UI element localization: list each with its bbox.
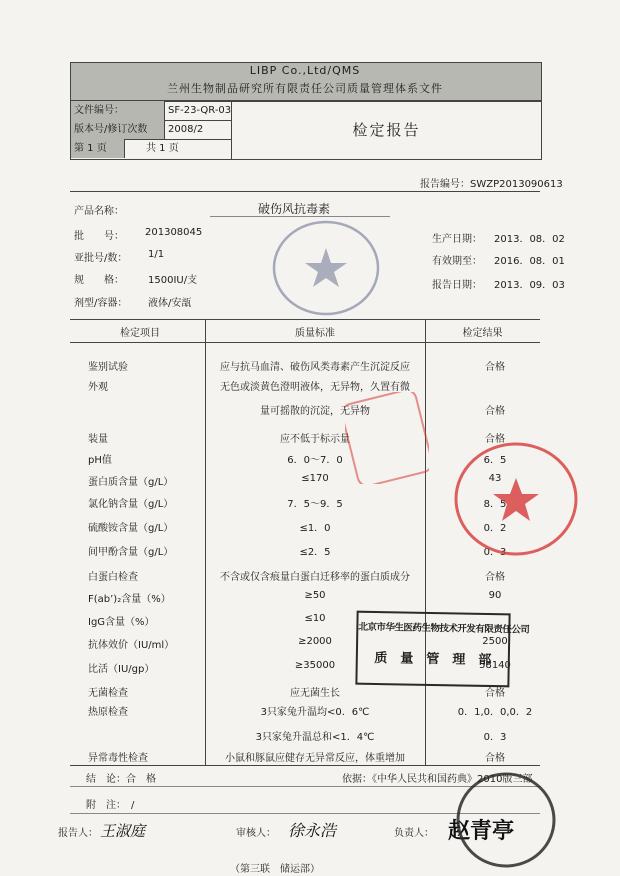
row-standard: 7．5～9．5 bbox=[287, 499, 343, 510]
col-divider-2 bbox=[425, 319, 426, 765]
header-company-name: 兰州生物制品研究所有限责任公司质量管理体系文件 bbox=[167, 82, 443, 95]
row-item: 比活（IU/gp） bbox=[88, 664, 155, 675]
report-title: 检定报告 bbox=[352, 121, 421, 139]
row-standard: ≥35000 bbox=[294, 660, 336, 671]
row-result: 90 bbox=[488, 590, 502, 601]
page-label: 第 1 页 bbox=[71, 139, 125, 158]
conclusion-basis: 依据：《中华人民共和国药典》2010版三部 bbox=[342, 774, 533, 785]
doc-no-value: SF-23-QR-03 bbox=[168, 105, 232, 116]
row-result: 0．2 bbox=[483, 523, 507, 534]
row-result: 58140 bbox=[479, 660, 511, 671]
row-item: 蛋白质含量（g/L） bbox=[88, 477, 174, 488]
report-number: 报告编号：SWZP2013090613 bbox=[420, 179, 563, 190]
exp-date-label: 有效期至： bbox=[432, 256, 482, 267]
version-value: 2008/2 bbox=[168, 124, 204, 135]
reporter-label: 报告人： bbox=[58, 828, 98, 839]
copy-footer: （第三联 储运部） bbox=[230, 864, 320, 875]
row-result: 合格 bbox=[485, 572, 505, 583]
row-item: 抗体效价（IU/ml） bbox=[88, 640, 175, 651]
reporter-signature: 王淑庭 bbox=[100, 822, 146, 840]
responsible-label: 负责人： bbox=[394, 828, 434, 839]
reviewer-signature: 徐永浩 bbox=[288, 821, 337, 840]
row-result: 合格 bbox=[485, 753, 505, 764]
row-standard: 小鼠和豚鼠应健存无异常反应，体重增加 bbox=[225, 753, 405, 764]
row-item: 鉴别试验 bbox=[88, 362, 128, 373]
black-round-stamp bbox=[454, 770, 558, 870]
col-header-result: 检定结果 bbox=[462, 328, 503, 339]
row-result: 合格 bbox=[485, 434, 505, 445]
row-standard: 量可摇散的沉淀，无异物 bbox=[260, 406, 370, 417]
row-item: 异常毒性检查 bbox=[88, 753, 148, 764]
row-standard: ≤2．5 bbox=[299, 547, 331, 558]
responsible-signature: 赵青亭 bbox=[448, 818, 515, 844]
total-label: 共 1 页 bbox=[146, 143, 179, 154]
table-top-line bbox=[70, 319, 540, 320]
reviewer-label: 审核人： bbox=[236, 828, 276, 839]
batch-value: 201308045 bbox=[145, 227, 203, 238]
row-item: 间甲酚含量（g/L） bbox=[88, 547, 174, 558]
blue-round-stamp bbox=[270, 218, 382, 318]
batch-label: 批 号： bbox=[74, 231, 124, 242]
row-result: 合格 bbox=[485, 688, 505, 699]
row-standard: 3只家兔升温总和<1．4℃ bbox=[255, 732, 375, 743]
row-standard: 3只家兔升温均<0．6℃ bbox=[260, 707, 370, 718]
row-item: F(ab’)₂含量（%） bbox=[88, 594, 171, 605]
row-standard: ≤10 bbox=[304, 613, 326, 624]
row-result: 合格 bbox=[485, 362, 505, 373]
conclusion-value: 合 格 bbox=[126, 774, 156, 785]
control-fields bbox=[71, 101, 232, 159]
row-standard: ≤1．0 bbox=[299, 523, 331, 534]
row-item: 无菌检查 bbox=[88, 688, 128, 699]
row-result: 6．5 bbox=[483, 455, 507, 466]
row-result: 43 bbox=[488, 473, 502, 484]
page-row bbox=[71, 139, 231, 158]
row-item: 装量 bbox=[88, 434, 108, 445]
row-result: 0．3 bbox=[483, 732, 507, 743]
red-small-stamp bbox=[345, 392, 429, 484]
report-date-value: 2013．09．03 bbox=[494, 280, 565, 291]
divider bbox=[70, 191, 540, 192]
row-standard: 6．0～7．0 bbox=[287, 455, 343, 466]
form-label: 剂型/容器： bbox=[74, 298, 128, 309]
row-standard: ≥50 bbox=[304, 590, 326, 601]
row-standard: 无色或淡黄色澄明液体，无异物，久置有微 bbox=[220, 382, 410, 393]
conclusion-label: 结 论： bbox=[86, 774, 126, 785]
row-item: 硫酸铵含量（g/L） bbox=[88, 523, 174, 534]
report-date-label: 报告日期： bbox=[432, 280, 482, 291]
doc-no-label: 文件编号： bbox=[71, 101, 165, 120]
table-header-line bbox=[70, 342, 540, 343]
row-item: 白蛋白检查 bbox=[88, 572, 138, 583]
row-item: IgG含量（%） bbox=[88, 617, 155, 628]
row-standard: 应与抗马血清、破伤风类毒素产生沉淀反应 bbox=[220, 362, 410, 373]
row-standard: 应无菌生长 bbox=[290, 688, 340, 699]
row-item: 热原检查 bbox=[88, 707, 128, 718]
header-company-code: LIBP Co.,Ltd/QMS bbox=[249, 64, 361, 77]
subbatch-label: 亚批号/数： bbox=[74, 253, 128, 264]
exp-date-value: 2016．08．01 bbox=[494, 256, 565, 267]
row-standard: 不含或仅含痕量白蛋白迁移率的蛋白质成分 bbox=[220, 572, 410, 583]
mfg-date-value: 2013．08．02 bbox=[494, 234, 565, 245]
spec-label: 规 格： bbox=[74, 275, 124, 286]
spec-value: 1500IU/支 bbox=[148, 275, 198, 286]
red-round-stamp bbox=[452, 440, 580, 558]
row-result: 0．3 bbox=[483, 547, 507, 558]
document-control-box bbox=[70, 100, 542, 160]
product-name-label: 产品名称： bbox=[74, 206, 124, 217]
col-header-item: 检定项目 bbox=[120, 328, 160, 339]
attachment-note: 附 注： / bbox=[86, 800, 135, 811]
row-standard: ≤170 bbox=[301, 473, 329, 484]
rect-stamp-line1: 北京市华生医药生物技术开发有限责任公司 bbox=[358, 621, 530, 636]
row-result: 8．5 bbox=[483, 499, 507, 510]
black-rect-stamp bbox=[355, 611, 530, 688]
name-underline bbox=[210, 216, 390, 217]
rect-stamp-line2: 质 量 管 理 部 bbox=[374, 650, 492, 669]
row-item: 外观 bbox=[88, 382, 108, 393]
doc-no-row bbox=[71, 101, 231, 121]
row-item: pH值 bbox=[88, 455, 112, 466]
table-bottom-line bbox=[70, 765, 540, 766]
version-row bbox=[71, 120, 231, 140]
mfg-date-label: 生产日期： bbox=[432, 234, 482, 245]
row-item: 氯化钠含量（g/L） bbox=[88, 499, 174, 510]
row-standard: ≥2000 bbox=[298, 636, 332, 647]
version-label: 版本号/修订次数 bbox=[71, 120, 165, 139]
row-result: 2500 bbox=[482, 636, 508, 647]
row-standard: 应不低于标示量 bbox=[280, 434, 350, 445]
subbatch-value: 1/1 bbox=[148, 249, 165, 260]
form-value: 液体/安瓿 bbox=[148, 298, 192, 309]
row-result: 合格 bbox=[485, 406, 505, 417]
row-result: 0．1,0．0,0．2 bbox=[457, 707, 533, 718]
col-header-standard: 质量标准 bbox=[295, 328, 335, 339]
product-name: 破伤风抗毒素 bbox=[258, 202, 331, 216]
